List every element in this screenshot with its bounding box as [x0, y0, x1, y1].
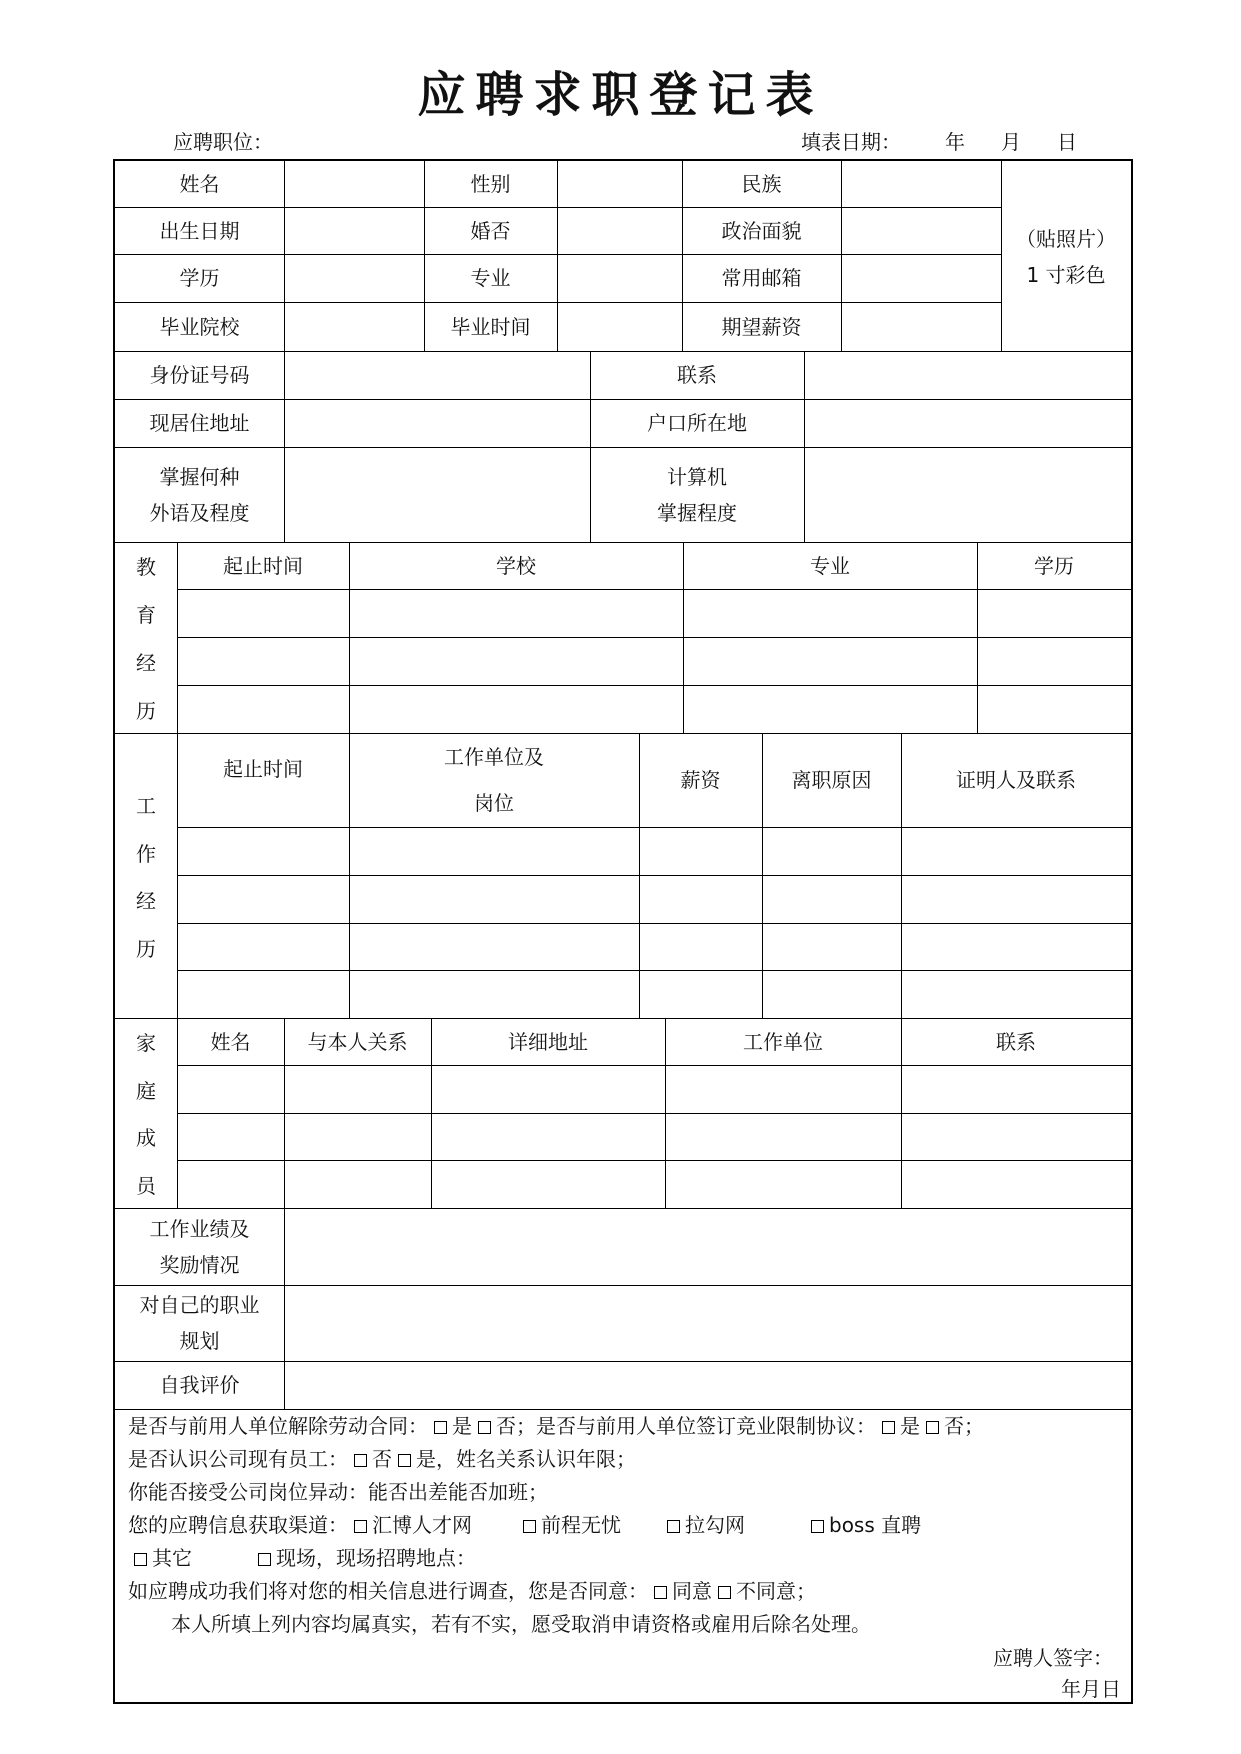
photo-size: 1 寸彩色 — [1026, 263, 1106, 287]
school-label: 毕业院校 — [159, 314, 240, 339]
major-label: 专业 — [470, 266, 511, 290]
declaration-line-1: 是否与前用人单位解除劳动合同： 是 否；是否与前用人单位签订竞业限制协议： 是 否； — [128, 1414, 984, 1438]
career-plan-label: 对自己的职业 规划 — [139, 1293, 260, 1353]
edu-header-school: 学校 — [496, 553, 536, 578]
name-label: 姓名 — [179, 172, 220, 196]
ethnicity-label: 民族 — [741, 172, 782, 196]
work-section-label: 工 作 经 历 — [136, 794, 156, 961]
consent-agree-checkbox[interactable] — [654, 1586, 667, 1599]
applicant-signature-label: 应聘人签字： — [993, 1646, 1113, 1670]
form-title: 应聘求职登记表 — [417, 67, 824, 123]
consent-disagree-checkbox[interactable] — [718, 1586, 731, 1599]
education-label: 学历 — [179, 266, 220, 290]
work-header-salary: 薪资 — [680, 768, 721, 792]
channel-boss-checkbox[interactable] — [811, 1520, 824, 1533]
fill-date-label: 填表日期： — [801, 130, 901, 154]
date-day: 日 — [1057, 130, 1077, 154]
family-section-label: 家 庭 成 员 — [136, 1031, 156, 1198]
channel-lagou-checkbox[interactable] — [667, 1520, 680, 1533]
family-header-name: 姓名 — [210, 1029, 251, 1054]
work-header-reference: 证明人及联系 — [956, 768, 1076, 792]
signature-date-label: 年月日 — [1061, 1677, 1121, 1701]
work-header-period: 起止时间 — [223, 757, 303, 781]
know-staff-no-checkbox[interactable] — [354, 1454, 367, 1467]
photo-hint: （贴照片） — [1016, 227, 1116, 251]
contract-yes-checkbox[interactable] — [434, 1421, 447, 1434]
political-status-label: 政治面貌 — [721, 218, 802, 243]
birth-date-label: 出生日期 — [159, 218, 240, 243]
marital-label: 婚否 — [470, 218, 511, 243]
language-label: 掌握何种 外语及程度 — [149, 464, 250, 525]
gender-label: 性别 — [470, 172, 511, 196]
know-staff-yes-checkbox[interactable] — [398, 1454, 411, 1467]
registration-form — [113, 159, 1133, 1704]
self-evaluation-label: 自我评价 — [159, 1373, 240, 1397]
noncompete-no-checkbox[interactable] — [926, 1421, 939, 1434]
work-header-reason: 离职原因 — [791, 768, 872, 792]
gender-field[interactable] — [557, 161, 682, 207]
family-header-contact: 联系 — [996, 1029, 1036, 1054]
contact-label: 联系 — [677, 363, 717, 387]
id-number-label: 身份证号码 — [149, 363, 250, 387]
hukou-label: 户口所在地 — [647, 411, 747, 435]
noncompete-yes-checkbox[interactable] — [882, 1421, 895, 1434]
name-field[interactable] — [284, 161, 424, 207]
address-label: 现居住地址 — [149, 411, 250, 435]
declaration-line-2: 是否认识公司现有员工： 否 是，姓名关系认识年限； — [128, 1447, 636, 1471]
date-month: 月 — [1001, 130, 1021, 154]
channel-51job-checkbox[interactable] — [523, 1520, 536, 1533]
edu-header-period: 起止时间 — [223, 553, 303, 578]
contract-no-checkbox[interactable] — [478, 1421, 491, 1434]
channel-other-checkbox[interactable] — [134, 1553, 147, 1566]
family-header-employer: 工作单位 — [743, 1029, 823, 1054]
edu-header-major: 专业 — [810, 553, 850, 578]
channel-onsite-checkbox[interactable] — [258, 1553, 271, 1566]
work-header-unit: 工作单位及 岗位 — [444, 745, 544, 815]
declaration-line-3: 你能否接受公司岗位异动：能否出差能否加班； — [128, 1480, 548, 1504]
expected-salary-label: 期望薪资 — [721, 314, 802, 339]
ethnicity-field[interactable] — [841, 161, 1001, 207]
education-section-label: 教 育 经 历 — [136, 555, 156, 723]
grad-time-label: 毕业时间 — [450, 314, 531, 339]
edu-header-degree: 学历 — [1034, 553, 1074, 578]
declaration-line-5: 其它 现场，现场招聘地点： — [128, 1543, 476, 1573]
position-label: 应聘职位： — [173, 130, 273, 154]
date-year: 年 — [945, 130, 965, 154]
family-header-address: 详细地址 — [508, 1029, 588, 1054]
email-label: 常用邮箱 — [721, 266, 802, 290]
declaration-statement: 本人所填上列内容均属真实，若有不实，愿受取消申请资格或雇用后除名处理。 — [171, 1612, 871, 1636]
computer-skill-label: 计算机 掌握程度 — [657, 464, 737, 525]
channel-huibo-checkbox[interactable] — [354, 1520, 367, 1533]
performance-label: 工作业绩及 奖励情况 — [149, 1216, 250, 1277]
declaration-line-4: 您的应聘信息获取渠道： 汇博人才网 前程无忧 拉勾网 boss 直聘 — [128, 1513, 922, 1537]
family-header-relation: 与本人关系 — [307, 1029, 408, 1054]
declaration-line-6: 如应聘成功我们将对您的相关信息进行调查，您是否同意： 同意 不同意； — [128, 1579, 816, 1603]
